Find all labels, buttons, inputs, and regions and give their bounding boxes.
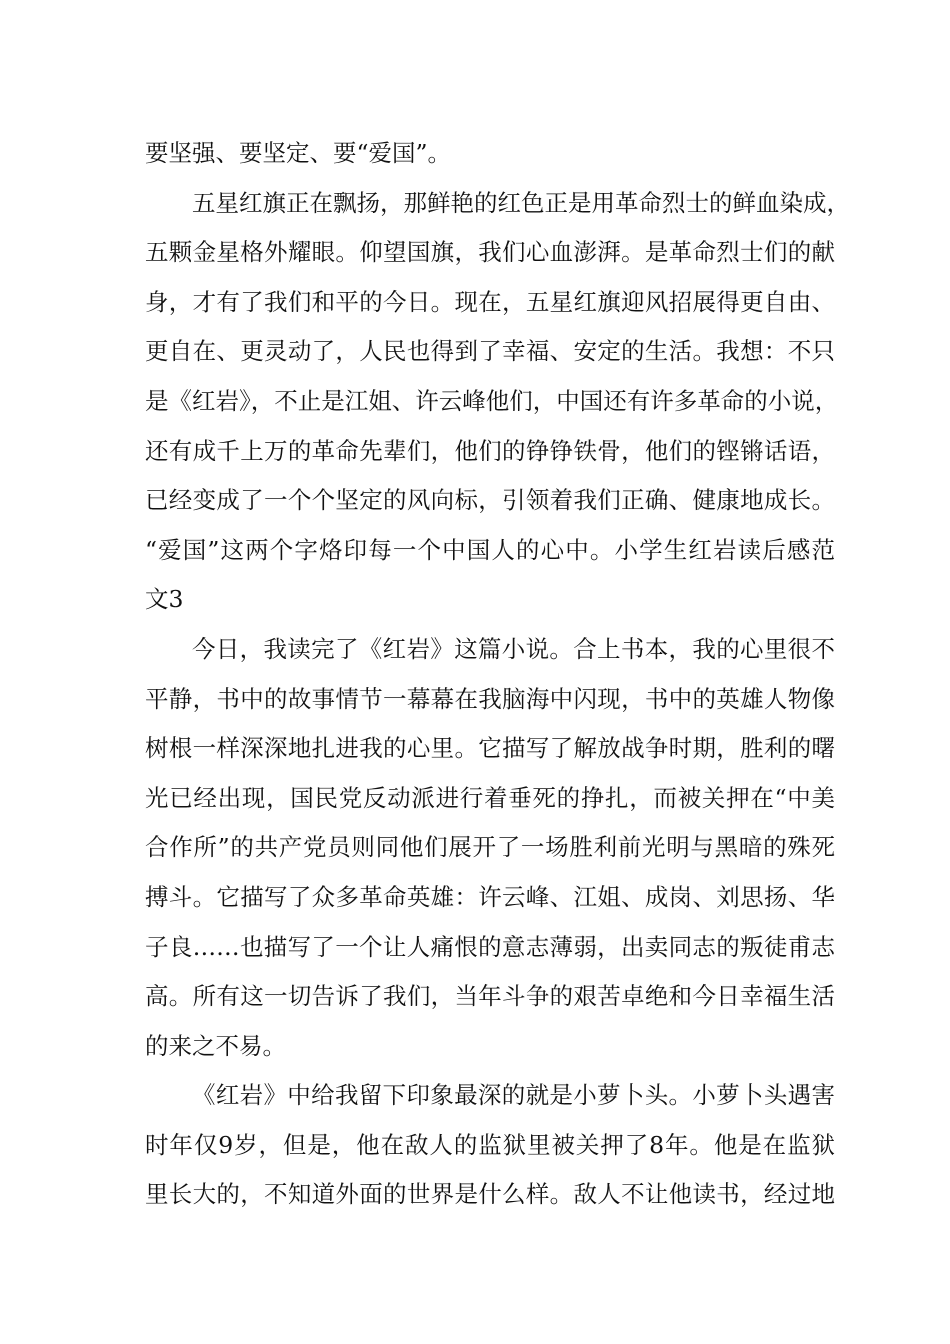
text-line: 子良……也描写了一个让人痛恨的意志薄弱，出卖同志的叛徒甫志 [145,932,835,961]
text-line: 已经变成了一个个坚定的风向标，引领着我们正确、健康地成长。 [145,486,835,515]
text-line: 五颗金星格外耀眼。仰望国旗，我们心血澎湃。是革命烈士们的献 [145,238,835,267]
text-line: 要坚强、要坚定、要“爱国”。 [145,139,452,167]
text-line: 还有成千上万的革命先辈们，他们的铮铮铁骨，他们的铿锵话语， [145,436,835,465]
text-line: 平静，书中的故事情节一幕幕在我脑海中闪现，书中的英雄人物像 [145,684,835,713]
text-line: 今日，我读完了《红岩》这篇小说。合上书本，我的心里很不 [192,634,835,663]
text-line: 文3 [145,585,184,614]
text-line: 五星红旗正在飘扬，那鲜艳的红色正是用革命烈士的鲜血染成， [192,188,850,217]
text-line: 光已经出现，国民党反动派进行着垂死的挣扎，而被关押在“中美 [145,783,835,812]
body-text [145,129,850,1220]
text-line: 搏斗。它描写了众多革命英雄：许云峰、江姐、成岗、刘思扬、华 [145,882,835,911]
text-line: 的来之不易。 [145,1031,286,1060]
text-line: 更自在、更灵动了，人民也得到了幸福、安定的生活。我想：不只 [145,337,835,366]
text-line: 时年仅9岁，但是，他在敌人的监狱里被关押了8年。他是在监狱 [145,1130,835,1159]
text-line: 高。所有这一切告诉了我们，当年斗争的艰苦卓绝和今日幸福生活 [145,982,835,1011]
text-line: 合作所”的共产党员则同他们展开了一场胜利前光明与黑暗的殊死 [145,833,835,862]
text-line: 身，才有了我们和平的今日。现在，五星红旗迎风招展得更自由、 [145,287,835,316]
text-line: 树根一样深深地扎进我的心里。它描写了解放战争时期，胜利的曙 [145,734,835,763]
text-line: 《红岩》中给我留下印象最深的就是小萝卜头。小萝卜头遇害 [192,1081,835,1110]
text-line: 是《红岩》，不止是江姐、许云峰他们，中国还有许多革命的小说， [145,386,839,415]
text-line: 里长大的，不知道外面的世界是什么样。敌人不让他读书，经过地 [145,1180,835,1209]
text-line: “爱国”这两个字烙印每一个中国人的心中。小学生红岩读后感范 [145,535,835,564]
